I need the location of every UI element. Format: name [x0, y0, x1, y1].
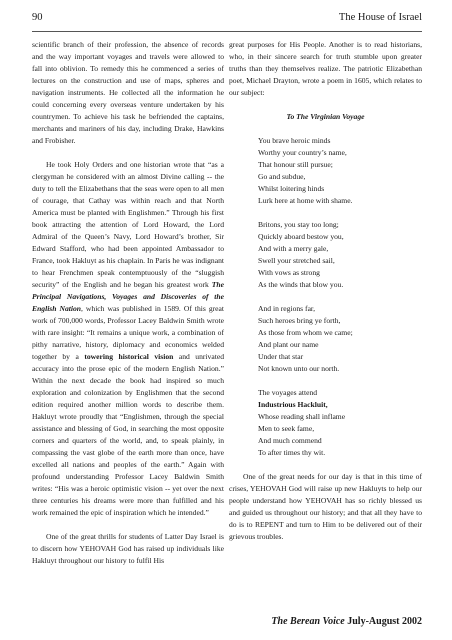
magazine-name: The Berean Voice — [271, 616, 345, 627]
paragraph: One of the great needs for our day is that in this time of crises, YEHOVAH God will raise up new Hakluyts to help our people understand how YEHOVAH has so richly blessed us and guided us throughout our history; and that all they have to do is to REPENT and turn to Him to be delivered out of their grievous troubles. — [229, 472, 422, 541]
poem-line: Quickly aboard bestow you, — [258, 232, 344, 241]
poem-line: And with a merry gale, — [258, 244, 329, 253]
header-rule — [32, 31, 422, 32]
poem-line: Go and subdue, — [258, 172, 306, 181]
paragraph: scientific branch of their profession, the absence of records and the way important voyages and travels were allowed to fall into oblivion. To remedy this he commenced a series of lectures on the construction and use of maps, spheres and navigation instruments. He collected all the information he could concerning every overseas venture undertaken by his countrymen. To achieve his task he befriended the captains, merchants and mariners of his day, including Drake, Hawkins and Frobisher. — [32, 40, 224, 145]
poem-line: And plant our name — [258, 340, 319, 349]
emphasis: towering historical vision — [84, 352, 174, 361]
book-title: The Principal Navigations, Voyages and Discoveries of the English Nation — [32, 280, 224, 313]
paragraph: He took Holy Orders and one historian wrote that “as a clergyman he considered with an almost Divine calling -- the duty to tell the Elizabethans that the seas were open to all men of courage, that Cathay was within reach and that North America must be planted with Englishmen.” Through his first book attracting the attention of Lord Howard, the Lord Admiral of the Queen’s Navy, Lord Howard’s brother, Sir Edward Stafford, who had been appointed Ambassador to France, took Hakluyt as his chaplain. In Paris he was indignant to hear Frenchmen speak contemptuously of the “sluggish security” of the English and he began his greatest work The Principal Navigations, Voyages and Discoveries of the English Nation, which was published in 1589. Of this great work of 700,000 words, Professor Lacey Baldwin Smith wrote with rare insight: “It remains a unique work, a combination of pithy narrative, history, diplomacy and economics welded together by a towering historical vision and unrivated accuracy into the prose epic of the modern English Nation.” Within the next decade the book had inspired so much exploration and colonization by Englishmen that the second edition required another million words to describe them. Hakluyt wrote proudly that “Englishmen, through the special assistance and blessing of God, in searching the most opposite corners and quarters of the world, and, to speak plainly, in compassing the vast globe of the earth more than once, have excelled all nations and peoples of the earth.” Again with profound understanding Professor Lacey Baldwin Smith writes: “His was a heroic optimistic vision -- yet over the next three centuries his dreams were more than fulfilled and his work remained the epic of inspiration which he intended.” — [32, 160, 224, 517]
poem-line: With vows as strong — [258, 268, 320, 277]
poem-line: Worthy your country’s name, — [258, 148, 347, 157]
right-column — [229, 39, 422, 543]
poem-title: To The Virginian Voyage — [286, 112, 365, 121]
poem-line: You brave heroic minds — [258, 136, 331, 145]
poem-stanza: The voyages attend Industrious Hackluit, Whose reading shall inflame Men to seek fame, And much commend To after times thy wit. — [258, 388, 346, 457]
issue-date: July-August 2002 — [347, 616, 422, 627]
poem-emphasis: Industrious Hackluit, — [258, 400, 328, 409]
poem-line: Whilst loitering hinds — [258, 184, 325, 193]
poem-line: Lurk here at home with shame. — [258, 196, 353, 205]
poem-line: As the winds that blow you. — [258, 280, 344, 289]
poem-line: And in regions far, — [258, 304, 316, 313]
paragraph: One of the great thrills for students of Latter Day Israel is to discern how YEHOVAH God has raised up individuals like Hakluyt throughout our history to fulfil His — [32, 532, 224, 565]
page-number: 90 — [32, 12, 43, 23]
footer — [271, 616, 422, 627]
poem-line: Britons, you stay too long; — [258, 220, 339, 229]
poem-line: As those from whom we came; — [258, 328, 353, 337]
poem-line: Swell your stretched sail, — [258, 256, 335, 265]
poem-line: Not known unto our north. — [258, 364, 340, 373]
poem-stanza — [229, 303, 422, 375]
poem-line: That honour still pursue; — [258, 160, 333, 169]
paragraph: great purposes for His People. Another is to read historians, who, in their sincere search for truth stumble upon greater truths than they themselves realize. The patriotic Elizabethan poet, Michael Drayton, wrote a poem in 1605, which relates to our subject: — [229, 40, 422, 97]
running-header — [32, 12, 422, 28]
poem-line: Under that star — [258, 352, 304, 361]
poem — [229, 135, 422, 375]
running-title: The House of Israel — [338, 12, 422, 23]
poem-stanza — [229, 219, 422, 291]
left-column — [32, 39, 224, 567]
poem-line: Such heroes bring ye forth, — [258, 316, 341, 325]
poem-stanza — [229, 135, 422, 207]
